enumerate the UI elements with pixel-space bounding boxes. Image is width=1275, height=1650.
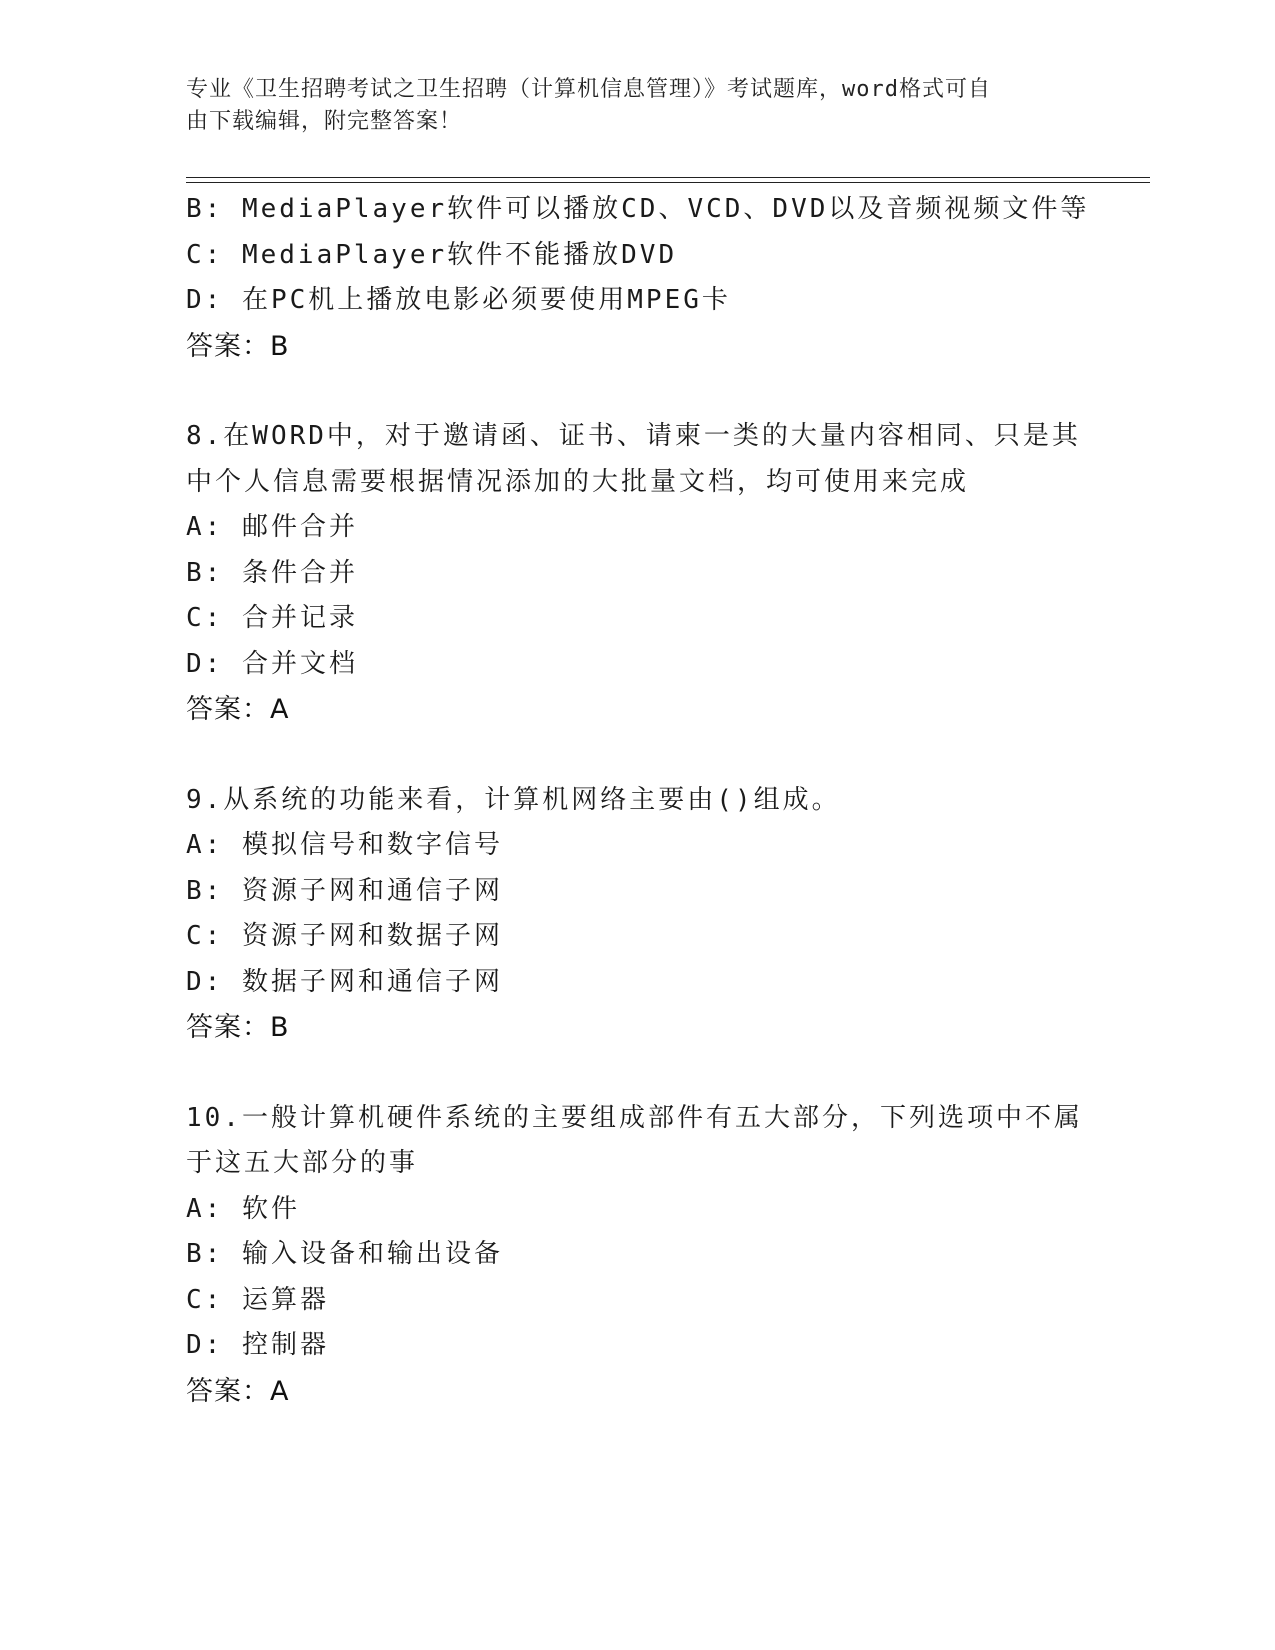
option-a: A: 邮件合并 — [186, 512, 358, 542]
question-text-line-1: 8.在WORD中，对于邀请函、证书、请柬一类的大量内容相同、只是其 — [186, 421, 1081, 451]
option-d: D: 合并文档 — [186, 648, 358, 679]
question-text-line-1: 10.一般计算机硬件系统的主要组成部件有五大部分，下列选项中不属 — [186, 1102, 1083, 1133]
answer: 答案：B — [186, 1012, 290, 1043]
question-10 — [186, 1096, 1086, 1415]
header-divider-top — [186, 177, 1150, 178]
question-9 — [186, 778, 1086, 1051]
option-d: D: 在PC机上播放电影必须要使用MPEG卡 — [186, 285, 731, 315]
option-a: A: 模拟信号和数字信号 — [186, 830, 503, 860]
answer: 答案：B — [186, 330, 290, 362]
answer: 答案：A — [186, 694, 290, 725]
option-c: C: 合并记录 — [186, 603, 358, 633]
header-divider-bottom — [186, 182, 1150, 183]
option-b: B: 资源子网和通信子网 — [186, 875, 503, 906]
question-8 — [186, 414, 1086, 733]
answer: 答案：A — [186, 1375, 290, 1407]
option-b: B: 条件合并 — [186, 557, 358, 588]
option-d: D: 数据子网和通信子网 — [186, 966, 503, 997]
option-d: D: 控制器 — [186, 1330, 329, 1360]
question-7-continued — [186, 187, 1090, 369]
option-b: B: MediaPlayer软件可以播放CD、VCD、DVD以及音频视频文件等 — [186, 194, 1090, 224]
option-b: B: 输入设备和输出设备 — [186, 1239, 503, 1269]
option-a: A: 软件 — [186, 1193, 300, 1224]
question-text-line-1: 9.从系统的功能来看，计算机网络主要由()组成。 — [186, 784, 841, 815]
header-line-1: 专业《卫生招聘考试之卫生招聘（计算机信息管理）》考试题库，word格式可自 — [186, 77, 991, 102]
option-c: C: 资源子网和数据子网 — [186, 921, 503, 951]
document-header — [186, 74, 1066, 138]
header-line-2: 由下载编辑，附完整答案！ — [186, 109, 463, 134]
question-text-line-2: 中个人信息需要根据情况添加的大批量文档，均可使用来完成 — [186, 466, 970, 497]
option-c: C: 运算器 — [186, 1284, 329, 1315]
question-list — [186, 187, 1090, 1414]
question-text-line-2: 于这五大部分的事 — [186, 1148, 419, 1178]
option-c: C: MediaPlayer软件不能播放DVD — [186, 239, 678, 270]
